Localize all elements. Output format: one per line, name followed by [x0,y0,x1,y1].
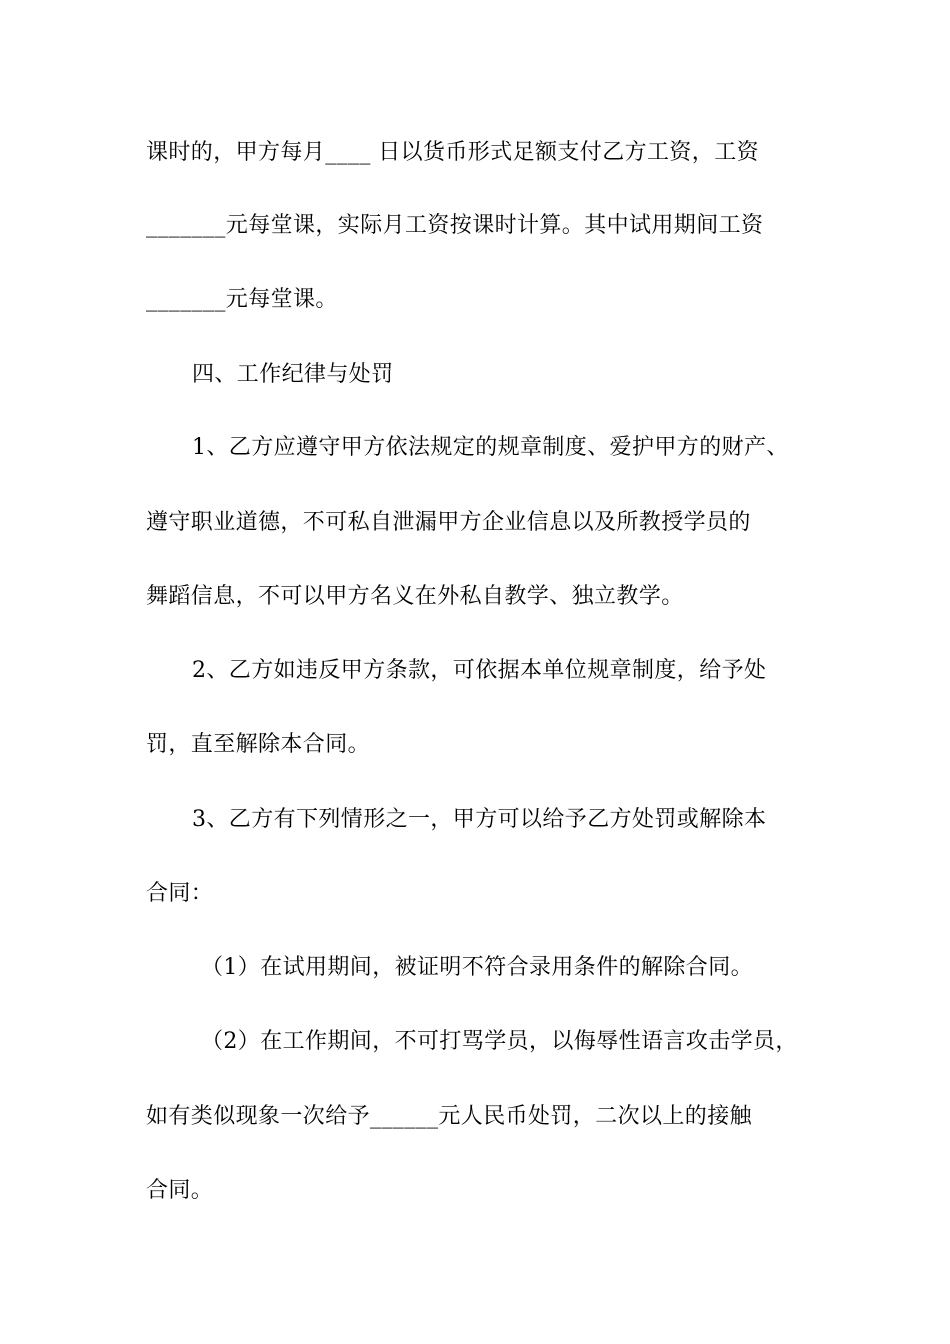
text-line: 课时的，甲方每月____ 日以货币形式足额支付乙方工资，工资 [146,140,759,165]
text-line: 舞蹈信息，不可以甲方名义在外私自教学、独立教学。 [146,584,684,609]
list-item: （2）在工作期间，不可打骂学员，以侮辱性语言攻击学员， [201,1029,798,1054]
text-line: _______元每堂课。 [146,287,338,312]
list-item: （1）在试用期间，被证明不符合录用条件的解除合同。 [201,955,753,980]
section-heading: 四、工作纪律与处罚 [192,362,394,387]
text-line: 合同： [146,881,214,906]
text-line: 合同。 [146,1178,214,1203]
text-line: 2、乙方如违反甲方条款，可依据本单位规章制度，给予处 [192,658,767,683]
text-line: 1、乙方应遵守甲方依法规定的规章制度、爱护甲方的财产、 [192,435,789,460]
text-line: 3、乙方有下列情形之一，甲方可以给予乙方处罚或解除本 [192,807,767,832]
text-line: 如有类似现象一次给予______元人民币处罚，二次以上的接触 [146,1104,753,1129]
text-line: _______元每堂课，实际月工资按课时计算。其中试用期间工资 [146,213,764,238]
text-line: 罚，直至解除本合同。 [146,732,371,757]
text-line: 遵守职业道德，不可私自泄漏甲方企业信息以及所教授学员的 [146,510,751,535]
